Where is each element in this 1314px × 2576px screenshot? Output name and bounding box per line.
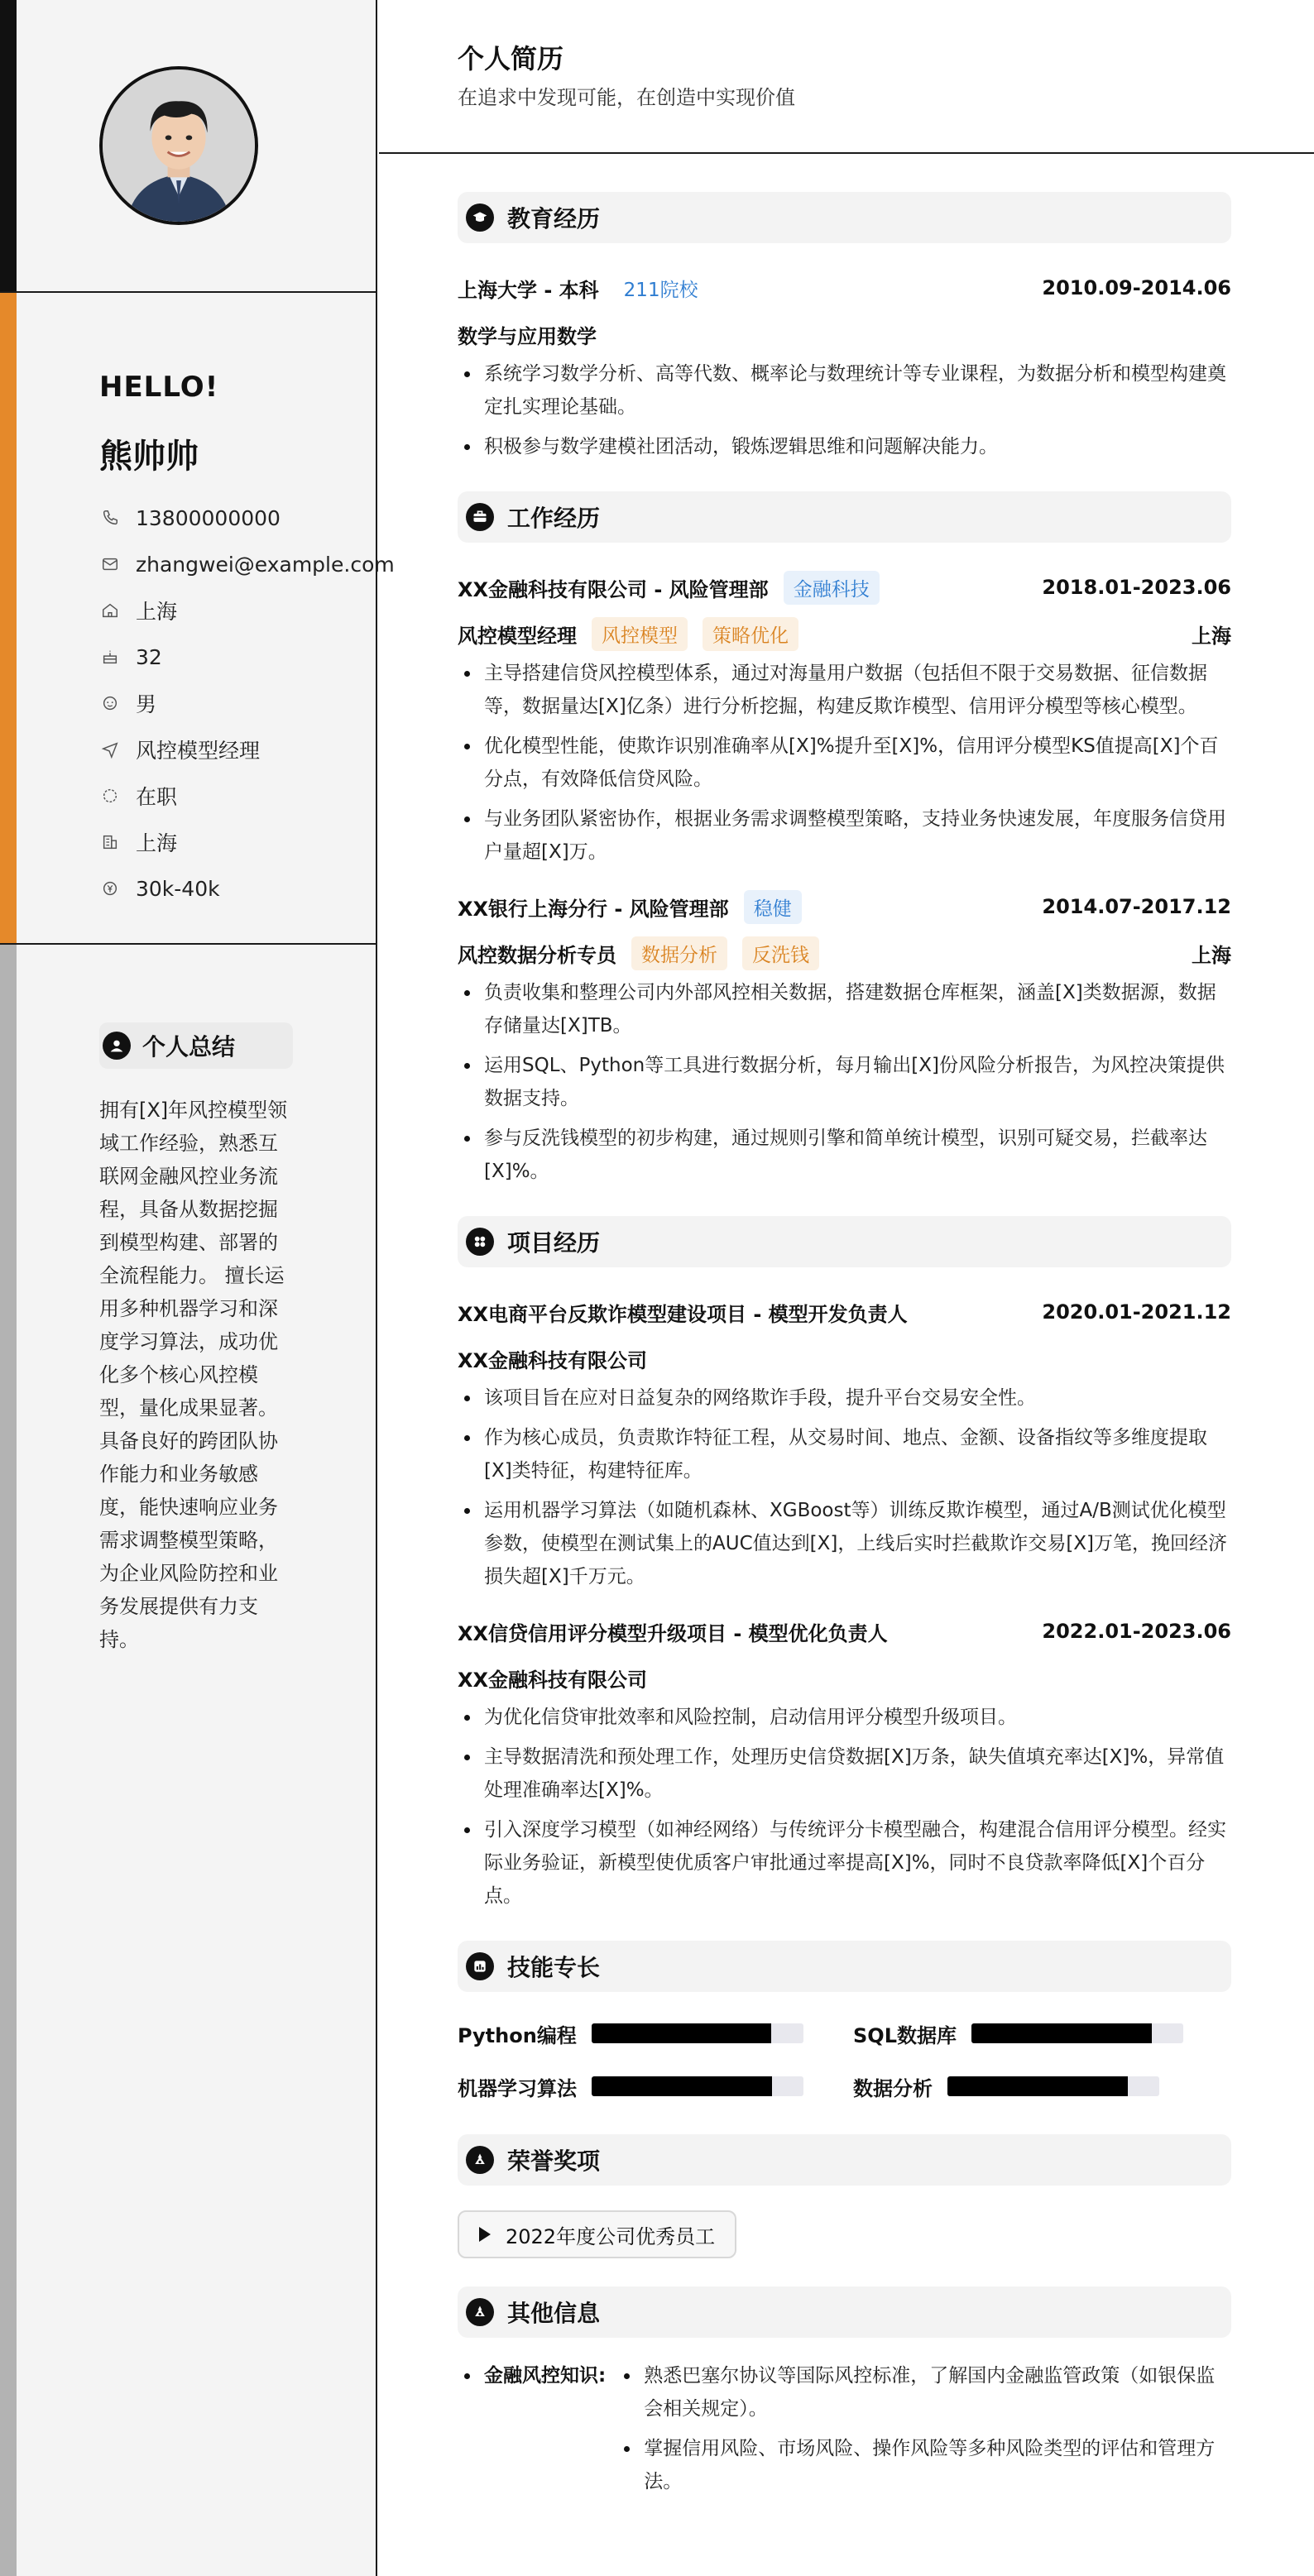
chart-icon bbox=[466, 1952, 494, 1980]
play-icon bbox=[479, 2227, 491, 2242]
skill-item bbox=[458, 2013, 853, 2053]
summary-text: 拥有[X]年风控模型领域工作经验，熟悉互联网金融风控业务流程，具备从数据挖掘到模型构建、部署的全流程能力。 擅长运用多种机器学习和深度学习算法，成功优化多个核心风控模型，量化成果显著。具备良好的跨团队协作能力和业务敏感度，能快速响应业务需求调整模型策略，为企业风险防控和业务发展提供有力支持。 bbox=[99, 1099, 288, 1651]
role-tag: 风控模型 bbox=[592, 617, 688, 651]
info-value: 30k-40k bbox=[136, 876, 220, 901]
skill-item bbox=[853, 2066, 1231, 2106]
awards-heading bbox=[458, 2134, 1231, 2186]
info-value: 上海 bbox=[136, 600, 178, 624]
project-name: XX信贷信用评分模型升级项目 - 模型优化负责人 bbox=[458, 1621, 888, 1645]
info-city bbox=[99, 819, 395, 865]
info-salary bbox=[99, 865, 395, 912]
skill-name: Python编程 bbox=[458, 2023, 577, 2047]
job-period: 2014.07-2017.12 bbox=[1042, 895, 1231, 918]
list-item: 熟悉巴塞尔协议等国际风控标准，了解国内金融监管政策（如银保监会相关规定）。 bbox=[617, 2359, 1231, 2425]
info-value: 风控模型经理 bbox=[136, 739, 261, 763]
education-bullets bbox=[458, 357, 1231, 463]
job-company: XX银行上海分行 - 风险管理部 bbox=[458, 897, 729, 921]
work-section bbox=[458, 491, 1231, 1188]
list-item: 与业务团队紧密协作，根据业务需求调整模型策略，支持业务快速发展，年度服务信贷用户量超[X]万。 bbox=[458, 802, 1231, 869]
award-item[interactable] bbox=[458, 2210, 736, 2258]
page-subtitle: 在追求中发现可能，在创造中实现价值 bbox=[458, 86, 795, 109]
awards-title: 荣誉奖项 bbox=[507, 2147, 601, 2175]
skill-bar-fill bbox=[947, 2076, 1128, 2096]
job-role: 风控数据分析专员 bbox=[458, 943, 616, 967]
skill-bar-fill bbox=[971, 2023, 1152, 2043]
skill-bar bbox=[971, 2023, 1183, 2043]
list-item: 引入深度学习模型（如神经网络）与传统评分卡模型融合，构建混合信用评分模型。经实际业务验证，新模型使优质客户审批通过率提高[X]%，同时不良贷款率降低[X]个百分点。 bbox=[458, 1813, 1231, 1913]
skill-name: 数据分析 bbox=[853, 2076, 933, 2100]
list-item: 运用机器学习算法（如随机森林、XGBoost等）训练反欺诈模型，通过A/B测试优化模型参数，使模型在测试集上的AUC值达到[X]，上线后实时拦截欺诈交易[X]万笔，挽回经济损失超[X]千万元。 bbox=[458, 1494, 1231, 1593]
work-title: 工作经历 bbox=[507, 505, 601, 532]
info-gender bbox=[99, 680, 395, 726]
project-period: 2022.01-2023.06 bbox=[1042, 1620, 1231, 1643]
list-item: 积极参与数学建模社团活动，锻炼逻辑思维和问题解决能力。 bbox=[458, 430, 1231, 463]
info-icon bbox=[466, 2298, 494, 2326]
list-item: 掌握信用风险、市场风险、操作风险等多种风险类型的评估和管理方法。 bbox=[617, 2432, 1231, 2498]
briefcase-icon bbox=[466, 503, 494, 531]
info-value: 上海 bbox=[136, 831, 178, 855]
job-location: 上海 bbox=[1192, 624, 1231, 648]
skills-heading bbox=[458, 1941, 1231, 1992]
info-value: 在职 bbox=[136, 785, 178, 809]
info-phone bbox=[99, 495, 395, 541]
project-entry bbox=[458, 1608, 1231, 1913]
job-tag: 金融科技 bbox=[784, 571, 880, 605]
home-icon bbox=[99, 600, 121, 621]
role-tag: 数据分析 bbox=[631, 936, 727, 970]
list-item: 运用SQL、Python等工具进行数据分析，每月输出[X]份风险分析报告，为风控决策提供数据支持。 bbox=[458, 1049, 1231, 1115]
contact-info-list bbox=[99, 495, 395, 912]
list-item: 主导数据清洗和预处理工作，处理历史信贷数据[X]万条，缺失值填充率达[X]%，异常值处理准确率达[X]%。 bbox=[458, 1740, 1231, 1807]
education-section bbox=[458, 192, 1231, 463]
skills-grid bbox=[458, 2013, 1231, 2106]
skill-item bbox=[853, 2013, 1231, 2053]
job-bullets bbox=[458, 657, 1231, 869]
graduation-cap-icon bbox=[466, 203, 494, 232]
other-title: 其他信息 bbox=[507, 2300, 601, 2327]
grid-icon bbox=[466, 1228, 494, 1256]
school-tag: 211院校 bbox=[623, 279, 698, 301]
job-location: 上海 bbox=[1192, 943, 1231, 967]
project-company: XX金融科技有限公司 bbox=[458, 1348, 648, 1372]
phone-icon bbox=[99, 507, 121, 529]
skill-name: SQL数据库 bbox=[853, 2023, 957, 2047]
hello-heading: HELLO! bbox=[99, 371, 219, 404]
award-icon bbox=[466, 2146, 494, 2174]
page-title: 个人简历 bbox=[458, 43, 564, 74]
info-age bbox=[99, 634, 395, 680]
resume-body bbox=[458, 192, 1231, 2530]
project-bullets bbox=[458, 1381, 1231, 1593]
project-company: XX金融科技有限公司 bbox=[458, 1668, 648, 1692]
main-content bbox=[379, 0, 1314, 2576]
skill-bar bbox=[947, 2076, 1159, 2096]
other-section bbox=[458, 2286, 1231, 2505]
info-value: zhangwei@example.com bbox=[136, 552, 395, 577]
summary-title: 个人总结 bbox=[142, 1033, 236, 1061]
skill-item bbox=[458, 2066, 853, 2106]
user-icon bbox=[103, 1032, 131, 1060]
list-item: 参与反洗钱模型的初步构建，通过规则引擎和简单统计模型，识别可疑交易，拦截率达[X]%。 bbox=[458, 1122, 1231, 1188]
job-entry bbox=[458, 883, 1231, 1188]
job-company: XX金融科技有限公司 - 风险管理部 bbox=[458, 577, 769, 601]
awards-section bbox=[458, 2134, 1231, 2258]
avatar bbox=[99, 66, 258, 225]
award-label: 2022年度公司优秀员工 bbox=[506, 2224, 716, 2248]
page-header bbox=[379, 0, 1314, 154]
building-icon bbox=[99, 831, 121, 853]
profile-name: 熊帅帅 bbox=[99, 438, 199, 476]
sidebar-divider bbox=[0, 291, 377, 293]
education-row bbox=[458, 265, 1231, 311]
major: 数学与应用数学 bbox=[458, 324, 597, 348]
list-item: 主导搭建信贷风控模型体系，通过对海量用户数据（包括但不限于交易数据、征信数据等，数据量达[X]亿条）进行分析挖掘，构建反欺诈模型、信用评分模型等核心模型。 bbox=[458, 657, 1231, 723]
summary-heading bbox=[99, 1022, 293, 1069]
skills-section bbox=[458, 1941, 1231, 2106]
send-icon bbox=[99, 739, 121, 760]
projects-section bbox=[458, 1216, 1231, 1913]
sidebar-accent-orange bbox=[0, 291, 17, 943]
project-bullets bbox=[458, 1701, 1231, 1913]
job-entry bbox=[458, 564, 1231, 869]
info-position bbox=[99, 726, 395, 773]
info-value: 男 bbox=[136, 692, 157, 716]
skill-bar bbox=[592, 2023, 803, 2043]
skills-title: 技能专长 bbox=[507, 1954, 601, 1981]
avatar-portrait bbox=[103, 69, 255, 222]
info-email bbox=[99, 541, 395, 587]
project-period: 2020.01-2021.12 bbox=[1042, 1300, 1231, 1324]
skill-name: 机器学习算法 bbox=[458, 2076, 577, 2100]
sidebar-divider bbox=[0, 943, 377, 945]
role-tag: 反洗钱 bbox=[742, 936, 819, 970]
salary-icon bbox=[99, 878, 121, 899]
sidebar bbox=[0, 0, 395, 2576]
job-period: 2018.01-2023.06 bbox=[1042, 576, 1231, 599]
education-period: 2010.09-2014.06 bbox=[1042, 276, 1231, 299]
skill-bar-fill bbox=[592, 2023, 772, 2043]
other-bullets bbox=[617, 2359, 1231, 2505]
sidebar-accent-gray bbox=[0, 943, 17, 2576]
job-bullets bbox=[458, 976, 1231, 1188]
education-heading bbox=[458, 192, 1231, 243]
list-item: 为优化信贷审批效率和风险控制，启动信用评分模型升级项目。 bbox=[458, 1701, 1231, 1734]
skill-bar-fill bbox=[592, 2076, 772, 2096]
list-item: 优化模型性能，使欺诈识别准确率从[X]%提升至[X]%，信用评分模型KS值提高[X]个百分点，有效降低信贷风险。 bbox=[458, 730, 1231, 796]
status-icon bbox=[99, 785, 121, 807]
other-heading bbox=[458, 2286, 1231, 2338]
role-tag: 策略优化 bbox=[703, 617, 798, 651]
skill-bar bbox=[592, 2076, 803, 2096]
list-item: 作为核心成员，负责欺诈特征工程，从交易时间、地点、金额、设备指纹等多维度提取[X]类特征，构建特征库。 bbox=[458, 1421, 1231, 1487]
job-role: 风控模型经理 bbox=[458, 624, 577, 648]
other-item bbox=[458, 2359, 1231, 2505]
info-home bbox=[99, 587, 395, 634]
info-status bbox=[99, 773, 395, 819]
school-name: 上海大学 - 本科 bbox=[458, 278, 599, 302]
face-icon bbox=[99, 692, 121, 714]
list-item: 该项目旨在应对日益复杂的网络欺诈手段，提升平台交易安全性。 bbox=[458, 1381, 1231, 1415]
list-item: 系统学习数学分析、高等代数、概率论与数理统计等专业课程，为数据分析和模型构建奠定扎实理论基础。 bbox=[458, 357, 1231, 424]
education-title: 教育经历 bbox=[507, 205, 601, 232]
sidebar-accent-black bbox=[0, 0, 17, 291]
cake-icon bbox=[99, 646, 121, 668]
info-value: 32 bbox=[136, 644, 162, 669]
work-heading bbox=[458, 491, 1231, 543]
project-entry bbox=[458, 1289, 1231, 1593]
mail-icon bbox=[99, 553, 121, 575]
projects-heading bbox=[458, 1216, 1231, 1267]
project-name: XX电商平台反欺诈模型建设项目 - 模型开发负责人 bbox=[458, 1302, 908, 1326]
other-label: 金融风控知识: bbox=[484, 2365, 607, 2387]
info-value: 13800000000 bbox=[136, 505, 281, 530]
job-tag: 稳健 bbox=[744, 890, 802, 924]
projects-title: 项目经历 bbox=[507, 1229, 601, 1257]
list-item: 负责收集和整理公司内外部风控相关数据，搭建数据仓库框架，涵盖[X]类数据源，数据存储量达[X]TB。 bbox=[458, 976, 1231, 1042]
